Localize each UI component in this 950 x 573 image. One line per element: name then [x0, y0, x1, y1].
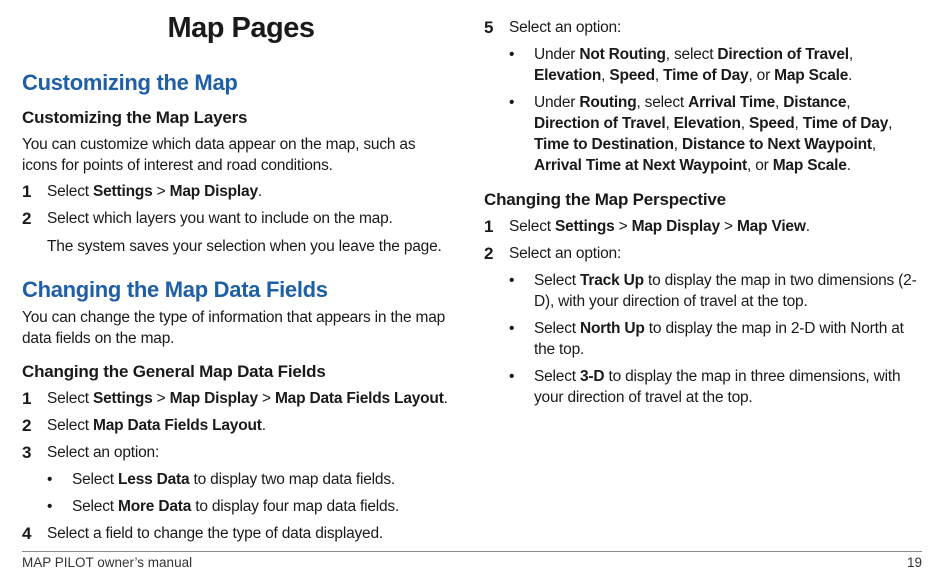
bullet-3d: • Select 3-D to display the map in three dimensions, with your direction of travel at the top.	[509, 368, 901, 406]
fields-step-5: 5 Select an option:	[484, 18, 622, 37]
section-heading-customizing-map: Customizing the Map	[22, 70, 238, 95]
layers-step-2: 2 Select which layers you want to include on the map.	[22, 209, 393, 228]
bullet-not-routing: • Under Not Routing, select Direction of Travel, Elevation, Speed, Time of Day, or Map Scale.	[509, 46, 853, 84]
footer-divider	[22, 551, 922, 552]
fields-step-2: 2 Select Map Data Fields Layout.	[22, 416, 266, 435]
layers-step-1: 1 Select Settings > Map Display.	[22, 182, 262, 201]
perspective-step-2: 2 Select an option:	[484, 244, 622, 263]
fields-bullet-less-data: • Select Less Data to display two map data fields.	[47, 471, 395, 488]
fields-step-4: 4 Select a field to change the type of data displayed.	[22, 524, 384, 543]
footer-manual-name: MAP PILOT owner’s manual	[22, 555, 193, 570]
page-title: Map Pages	[167, 12, 315, 44]
fields-step-1: 1 Select Settings > Map Display > Map Data Fields Layout.	[22, 389, 448, 408]
bullet-north-up: • Select North Up to display the map in 2-D with North at the top.	[509, 320, 904, 358]
map-layers-intro: You can customize which data appear on the map, such as icons for points of interest and road conditions.	[22, 136, 416, 174]
fields-bullet-more-data: • Select More Data to display four map data fields.	[47, 498, 400, 515]
perspective-step-1: 1 Select Settings > Map Display > Map View.	[484, 217, 810, 236]
section-heading-map-data-fields: Changing the Map Data Fields	[22, 277, 328, 302]
fields-step-3: 3 Select an option:	[22, 443, 160, 462]
bullet-routing: • Under Routing, select Arrival Time, Distance, Direction of Travel, Elevation, Speed, Time of Day, Time to Destination, Distance to Next Waypoint, Arrival Time at Next Waypoint, or Map Scale.	[509, 94, 893, 174]
footer-page-number: 19	[906, 555, 922, 570]
bullet-track-up: • Select Track Up to display the map in two dimensions (2-D), with your direction of travel at the top.	[509, 272, 917, 310]
subheading-map-layers: Customizing the Map Layers	[22, 108, 248, 127]
subheading-map-perspective: Changing the Map Perspective	[484, 190, 726, 209]
layers-note: The system saves your selection when you leave the page.	[47, 238, 442, 255]
subheading-general-map-data-fields: Changing the General Map Data Fields	[22, 362, 326, 381]
map-data-fields-intro: You can change the type of information that appears in the map data fields on the map.	[22, 309, 446, 347]
